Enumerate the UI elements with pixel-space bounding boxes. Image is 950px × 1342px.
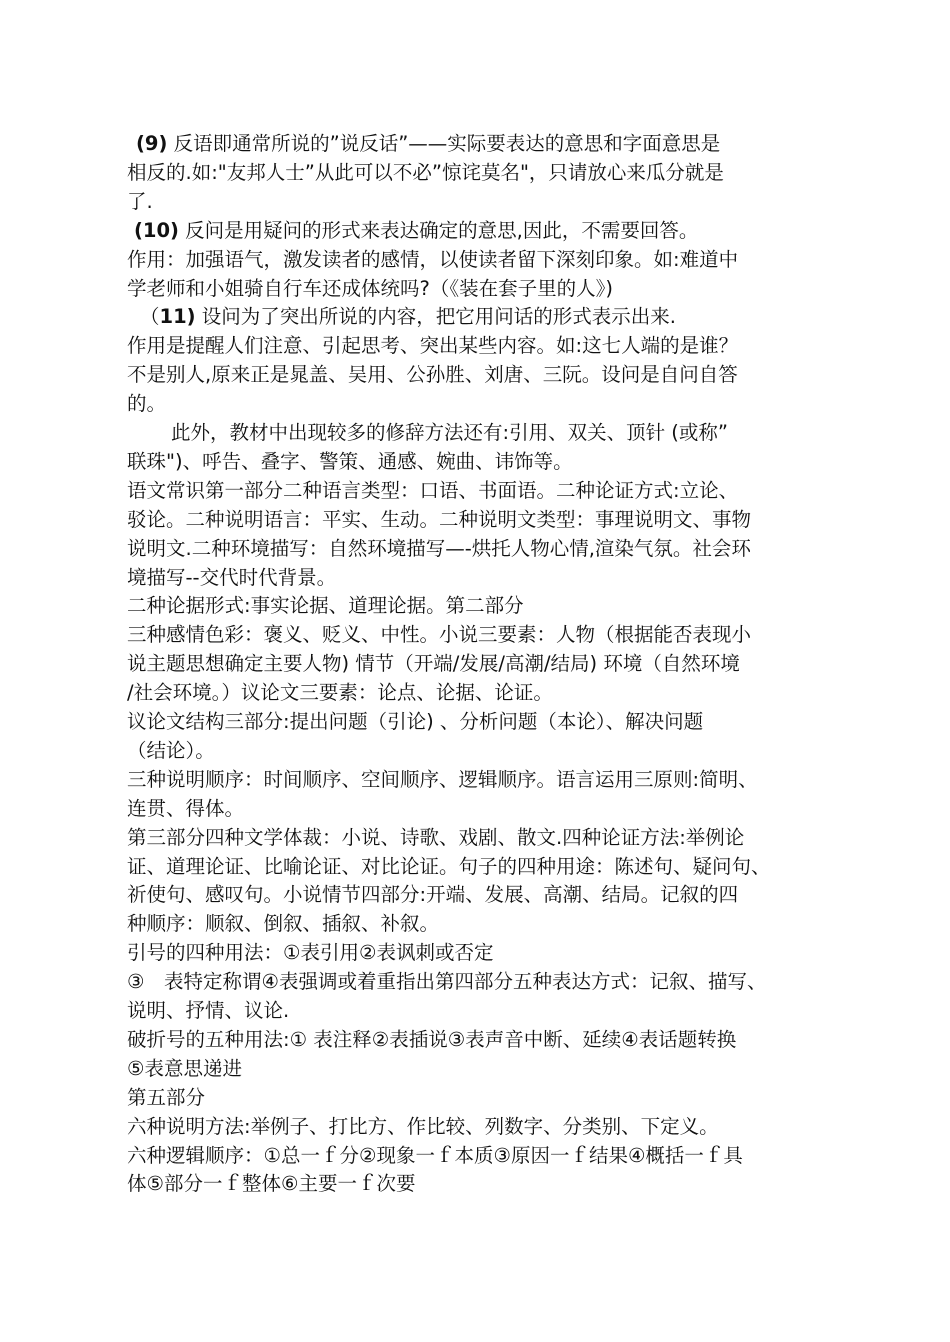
text-line <box>127 885 738 905</box>
text-line <box>140 307 676 327</box>
line-text: 六种逻辑顺序：①总一ｆ分②现象一ｆ本质③原因一ｆ结果④概括一ｆ具 <box>127 1143 743 1167</box>
text-line <box>127 712 703 732</box>
line-text: 相反的.如:"友邦人士”从此可以不必”惊诧莫名"，只请放心来瓜分就是 <box>127 160 724 184</box>
text-line <box>127 160 724 184</box>
text-line <box>127 738 215 762</box>
text-line <box>127 825 745 849</box>
line-text: 第三部分四种文学体裁：小说、诗歌、戏剧、散文.四种论证方法:举例论 <box>127 825 745 849</box>
text-line <box>127 189 153 213</box>
line-text: 境描写--交代时代背景。 <box>127 565 337 589</box>
line-text: 二种论据形式:事实论据、道理论据。第二部分 <box>127 594 524 618</box>
text-line <box>127 276 613 300</box>
line-text: 驳论。二种说明语言：平实、生动。二种说明文类型：事理说明文、事物 <box>127 507 752 531</box>
line-text: 学老师和小姐骑自行车还成体统吗?（《装在套子里的人》) <box>127 276 613 300</box>
line-text: 说明文.二种环境描写：自然环境描写—-烘托人物心情,渲染气氛。社会环 <box>127 536 751 560</box>
line-text: /社会环境。）议论文三要素：论点、论据、论证。 <box>127 681 553 705</box>
text-line <box>127 365 738 385</box>
text-line <box>127 394 166 414</box>
line-text: 联珠")、呼告、叠字、警策、通感、婉曲、讳饰等。 <box>127 449 573 473</box>
line-text: （结论）。 <box>127 738 215 762</box>
line-text: ⑤表意思递进 <box>127 1056 242 1080</box>
text-line <box>127 565 337 589</box>
text-line <box>127 1056 242 1080</box>
line-text: 三种说明顺序：时间顺序、空间顺序、逻辑顺序。语言运用三原则:简明、 <box>127 767 758 791</box>
text-line <box>127 654 740 674</box>
line-text: 设问为了突出所说的内容，把它用问话的形式表示出来. <box>195 305 676 329</box>
text-line <box>127 1114 719 1138</box>
text-line <box>127 1085 206 1109</box>
text-line <box>127 247 739 271</box>
line-text: 作用：加强语气，激发读者的感情，以使读者留下深刻印象。如:难道中 <box>127 247 739 271</box>
text-line <box>127 625 751 645</box>
text-line <box>127 943 493 963</box>
line-text: 第五部分 <box>127 1085 206 1109</box>
item-number: (9) <box>136 132 168 155</box>
line-text: 反语即通常所说的”说反话”——实际要表达的意思和字面意思是 <box>167 132 721 155</box>
line-text: 不是别人,原来正是晁盖、吴用、公孙胜、刘唐、三阮。设问是自问自答 <box>127 363 738 387</box>
item-number: (10) <box>134 218 179 242</box>
line-text: 说明、抒情、议论. <box>127 999 290 1022</box>
line-text: 此外，教材中出现较多的修辞方法还有:引用、双关、顶针 (或称” <box>171 421 728 444</box>
line-text: 证、道理论证、比喻论证、对比论证。句子的四种用途：陈述句、疑问句、 <box>127 854 771 878</box>
text-line <box>171 423 728 443</box>
text-line <box>134 218 699 242</box>
text-line <box>127 1174 415 1194</box>
text-line <box>136 134 720 154</box>
text-line <box>127 478 739 502</box>
text-line <box>127 1027 737 1051</box>
line-text: 议论文结构三部分:提出问题（引论) 、分析问题（本论）、解决问题 <box>127 710 704 733</box>
line-text: 了. <box>127 189 153 213</box>
item-number: 11) <box>159 305 196 329</box>
line-text: 语文常识第一部分二种语言类型：口语、书面语。二种论证方式:立论、 <box>127 478 739 502</box>
text-line <box>127 1001 289 1021</box>
text-line <box>127 796 245 820</box>
line-text: 三种感情色彩：褒义、贬义、中性。小说三要素：人物（根据能否表现小 <box>127 623 752 647</box>
line-text: 的。 <box>127 392 167 416</box>
line-text: 体⑤部分一ｆ整体⑥主要一ｆ次要 <box>127 1172 416 1196</box>
line-prefix: （ <box>140 305 160 329</box>
line-text: 六种说明方法:举例子、打比方、作比较、列数字、分类别、下定义。 <box>127 1114 719 1138</box>
text-line <box>127 914 439 934</box>
text-line <box>127 449 573 473</box>
line-text: 作用是提醒人们注意、引起思考、突出某些内容。如:这七人端的是谁？ <box>127 334 739 358</box>
line-text: 引号的四种用法：①表引用②表讽刺或否定 <box>127 941 494 965</box>
text-line <box>127 1143 743 1167</box>
line-text: 反问是用疑问的形式来表达确定的意思,因此，不需要回答。 <box>178 218 699 242</box>
line-text: 祈使句、感叹句。小说情节四部分:开端、发展、高潮、结局。记叙的四 <box>127 883 739 907</box>
text-line <box>127 972 766 992</box>
text-line <box>127 336 738 356</box>
text-line <box>127 536 751 560</box>
text-line <box>127 854 771 878</box>
text-line <box>127 767 758 791</box>
text-line <box>127 507 752 531</box>
line-text: 破折号的五种用法:① 表注释②表插说③表声音中断、延续④表话题转换 <box>127 1027 737 1051</box>
text-line <box>127 683 553 703</box>
line-text: 说主题思想确定主要人物) 情节（开端/发展/高潮/结局) 环境（自然环境 <box>127 652 740 676</box>
line-text: 种顺序：顺叙、倒叙、插叙、补叙。 <box>127 912 440 936</box>
line-text: 连贯、得体。 <box>127 796 245 820</box>
line-text: ③ 表特定称谓④表强调或着重指出第四部分五种表达方式：记叙、描写、 <box>127 970 767 994</box>
text-line <box>127 596 524 616</box>
